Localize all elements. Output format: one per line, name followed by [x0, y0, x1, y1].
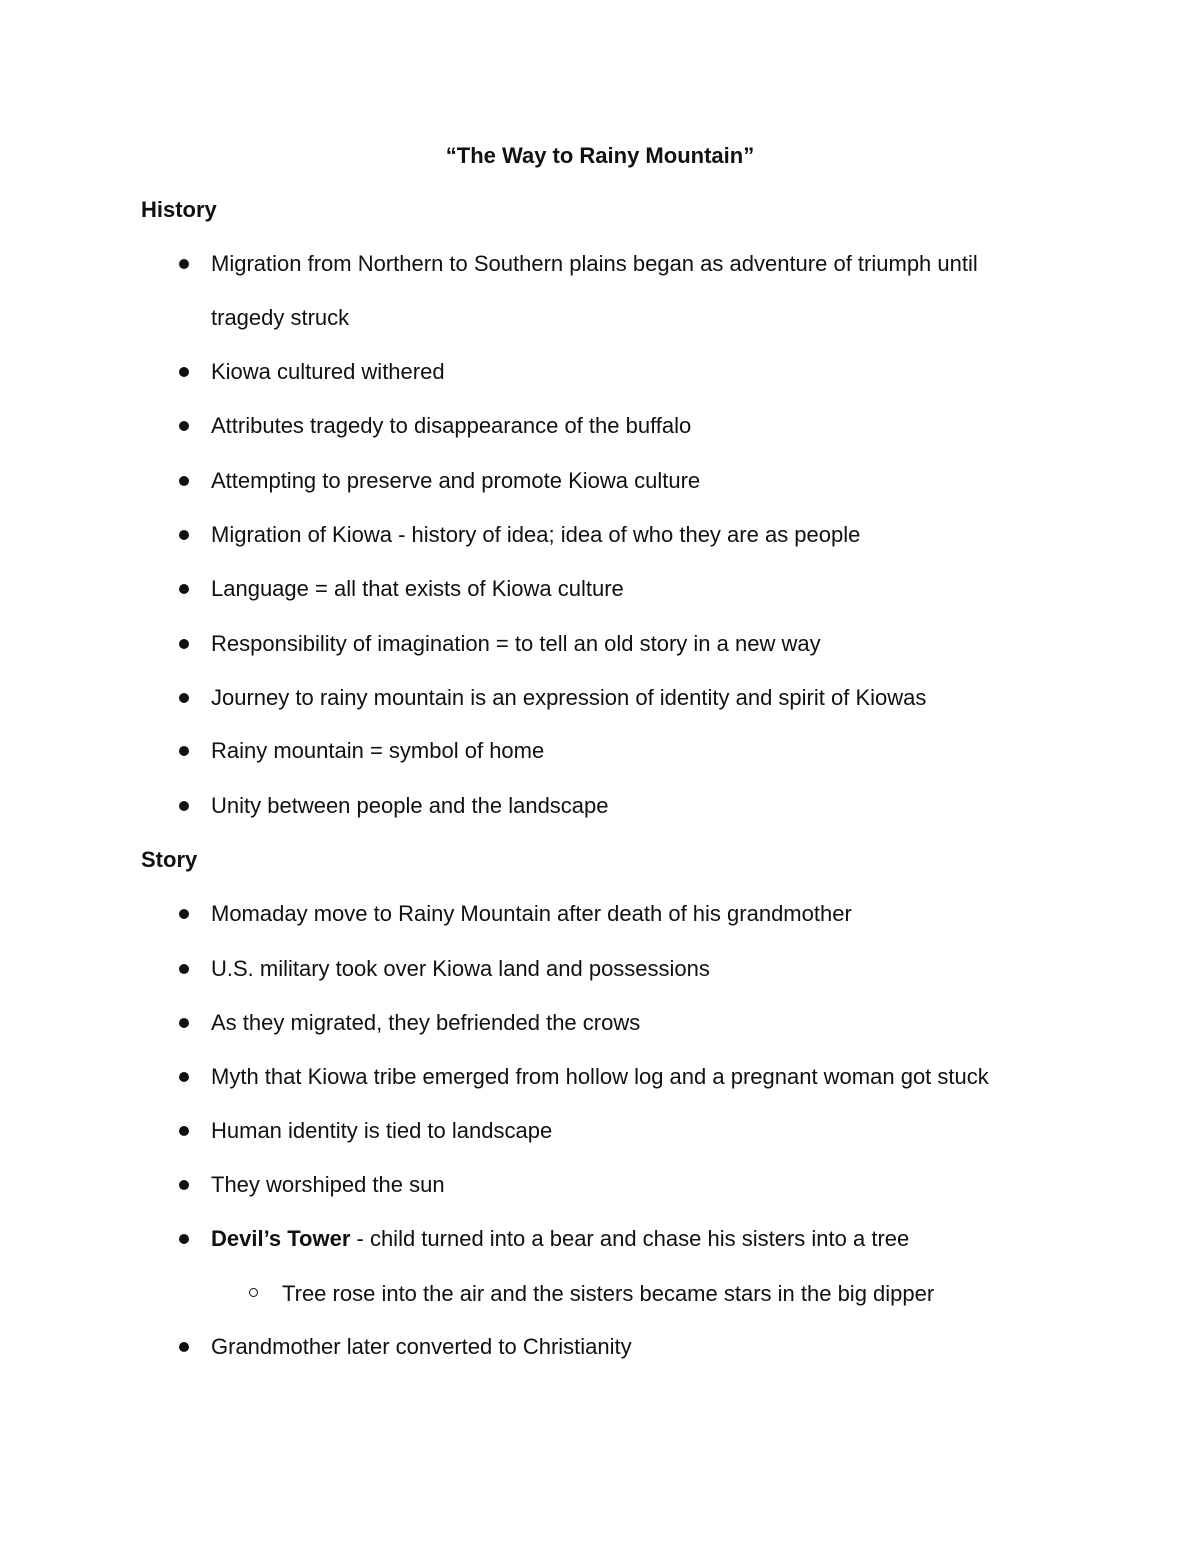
bullet-icon [179, 964, 189, 974]
bullet-icon [179, 746, 189, 756]
list-item: Myth that Kiowa tribe emerged from hollow log and a pregnant woman got stuck [211, 1064, 989, 1089]
sub-list-item: Tree rose into the air and the sisters became stars in the big dipper [282, 1281, 935, 1306]
list-item: Human identity is tied to landscape [211, 1118, 553, 1143]
list-item-continuation: tragedy struck [211, 305, 350, 330]
list-item: Momaday move to Rainy Mountain after death of his grandmother [211, 901, 852, 926]
list-item: Language = all that exists of Kiowa culture [211, 576, 624, 601]
bullet-icon [179, 801, 189, 811]
list-item: Migration from Northern to Southern plains began as adventure of triumph until [211, 251, 978, 276]
bullet-icon [179, 1126, 189, 1136]
list-item: U.S. military took over Kiowa land and possessions [211, 956, 710, 981]
bullet-icon [179, 1342, 189, 1352]
list-item: Attributes tragedy to disappearance of the buffalo [211, 413, 692, 438]
bullet-icon [179, 1180, 189, 1190]
list-item: Attempting to preserve and promote Kiowa culture [211, 468, 701, 493]
devils-tower-term: Devil’s Tower [211, 1226, 351, 1251]
list-item [211, 1224, 1091, 1254]
devils-tower-description: - child turned into a bear and chase his sisters into a tree [350, 1226, 910, 1251]
bullet-icon [179, 909, 189, 919]
list-item: Unity between people and the landscape [211, 793, 609, 818]
bullet-icon [179, 584, 189, 594]
bullet-icon [179, 421, 189, 431]
bullet-icon [179, 476, 189, 486]
list-item: They worshiped the sun [211, 1172, 445, 1197]
bullet-icon [179, 259, 189, 269]
list-item: Migration of Kiowa - history of idea; idea of who they are as people [211, 522, 861, 547]
bullet-icon [179, 367, 189, 377]
list-item: Responsibility of imagination = to tell an old story in a new way [211, 631, 821, 656]
list-item: Journey to rainy mountain is an expression of identity and spirit of Kiowas [211, 685, 927, 710]
list-item: Kiowa cultured withered [211, 359, 445, 384]
bullet-icon [179, 530, 189, 540]
bullet-icon [179, 1018, 189, 1028]
section-heading-history: History [141, 197, 217, 222]
bullet-icon [179, 639, 189, 649]
list-item: Grandmother later converted to Christianity [211, 1334, 632, 1359]
bullet-icon [179, 1234, 189, 1244]
bullet-icon [179, 693, 189, 703]
list-item: Rainy mountain = symbol of home [211, 738, 545, 763]
list-item: As they migrated, they befriended the crows [211, 1010, 641, 1035]
bullet-icon [179, 1072, 189, 1082]
document-title: “The Way to Rainy Mountain” [445, 143, 755, 168]
section-heading-story: Story [141, 847, 198, 872]
sub-bullet-icon [249, 1288, 258, 1297]
